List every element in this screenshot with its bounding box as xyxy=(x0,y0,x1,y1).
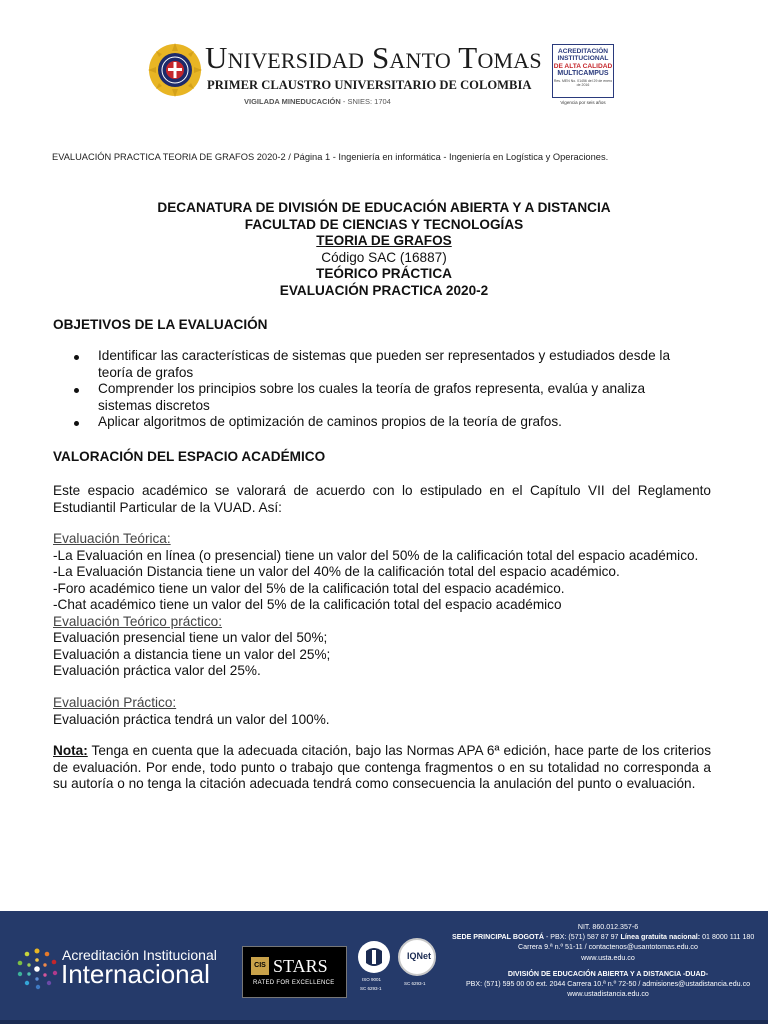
international-accreditation-dots-icon xyxy=(14,946,60,992)
objective-3-line-1: Aplicar algoritmos de optimización de caminos propios de la teoría de grafos. xyxy=(98,414,562,429)
accreditation-line-4: MULTICAMPUS xyxy=(557,70,609,78)
university-seal-logo xyxy=(148,43,202,97)
title-facultad: FACULTAD DE CIENCIAS Y TECNOLOGÍAS xyxy=(244,216,524,232)
letterhead xyxy=(0,0,768,130)
iso-certification-icon xyxy=(358,941,390,973)
footer-duad-web: www.ustadistancia.edu.co xyxy=(567,990,649,999)
teorico-practico-line-1: Evaluación presencial tiene un valor del 50%; xyxy=(53,630,328,645)
footer-bottom-rule xyxy=(0,1020,768,1024)
practico-label: Evaluación Práctico: xyxy=(53,695,177,710)
objectives-list xyxy=(53,348,693,431)
university-subtitle: PRIMER CLAUSTRO UNIVERSITARIO DE COLOMBIA xyxy=(207,78,532,92)
accreditation-fine-print: Res. MEN No. 01456 del 29 de enero de 2016 xyxy=(553,78,613,87)
teorico-practico-label: Evaluación Teórico práctico: xyxy=(53,613,223,629)
valoracion-intro: Este espacio académico se valorará de acuerdo con lo estipulado en el Capítulo VII del Reglamento Estudiantil Particular de la VUAD. Así: xyxy=(53,483,711,515)
stars-title: STARS xyxy=(273,956,328,976)
accreditation-line-2-footer: Internacional xyxy=(61,959,210,989)
nota-paragraph xyxy=(53,743,711,793)
title-code: Código SAC (16887) xyxy=(321,249,447,265)
footer-linea-number: 01 8000 111 180 xyxy=(700,933,755,942)
list-item xyxy=(53,414,693,431)
title-block xyxy=(40,200,728,299)
practico-line-1: Evaluación práctica tendrá un valor del 100%. xyxy=(53,711,330,727)
stars-badge xyxy=(242,946,347,998)
vigilada-bold: VIGILADA MINEDUCACIÓN xyxy=(244,97,341,106)
footer-duad-label: DIVISIÓN DE EDUCACIÓN ABIERTA Y A DISTANCIA -DUAD- xyxy=(507,969,709,978)
objective-1-line-2: teoría de grafos xyxy=(98,364,194,380)
footer-duad-pbx: PBX: (571) 595 00 00 ext. 2044 Carrera 10.ª n.º 72-50 / admisiones@ustadistancia.edu.co xyxy=(465,980,751,989)
stars-subtitle: RATED FOR EXCELLENCE xyxy=(253,980,335,986)
iso-code: SC 6293-1 xyxy=(360,986,382,991)
accreditation-line-2: INSTITUCIONAL xyxy=(557,55,609,63)
iqnet-code: SC 6293-1 xyxy=(404,981,426,986)
list-item xyxy=(53,381,693,414)
bullet-icon xyxy=(74,355,79,360)
practico-section xyxy=(53,695,733,728)
footer-sede-web: www.usta.edu.co xyxy=(581,953,635,962)
footer-duad-title xyxy=(452,969,764,979)
teorica-section xyxy=(53,531,733,680)
iqnet-mark: IQNet xyxy=(407,951,432,961)
teorica-line-3: -Foro académico tiene un valor del 5% de la calificación total del espacio académico. xyxy=(53,580,565,596)
accreditation-seal xyxy=(552,44,614,98)
teorico-practico-line-2: Evaluación a distancia tiene un valor del 25%; xyxy=(53,646,331,662)
teorico-practico-line-3: Evaluación práctica valor del 25%. xyxy=(53,663,261,678)
footer-linea-label: Línea gratuita nacional: xyxy=(620,933,701,942)
accreditation-line-1: ACREDITACIÓN xyxy=(557,48,609,55)
university-name: Universidad Santo Tomas xyxy=(205,40,542,75)
vigilada-snies: - SNIES: 1704 xyxy=(340,97,391,106)
accreditation-line-3: DE ALTA CALIDAD xyxy=(553,62,613,70)
teorica-line-2: -La Evaluación Distancia tiene un valor del 40% de la calificación total del espacio académico. xyxy=(53,564,620,579)
footer-sede-pbx: - PBX: (571) 587 87 97 xyxy=(543,933,621,942)
footer-sede-label: SEDE PRINCIPAL BOGOTÁ xyxy=(452,933,544,942)
title-evaluation: EVALUACIÓN PRACTICA 2020-2 xyxy=(279,282,489,298)
footer-nit: NIT. 860.012.357-6 xyxy=(577,923,639,931)
teorica-line-1: -La Evaluación en línea (o presencial) tiene un valor del 50% de la calificación total del espacio académico. xyxy=(53,547,699,563)
title-decanatura: DECANATURA DE DIVISIÓN DE EDUCACIÓN ABIERTA Y A DISTANCIA xyxy=(157,200,611,215)
footer-sede-line xyxy=(452,932,764,942)
bullet-icon xyxy=(74,421,79,426)
objective-2-line-2: sistemas discretos xyxy=(98,397,210,413)
accreditation-tagline: Vigencia por seis años xyxy=(560,100,606,105)
objectives-heading: OBJETIVOS DE LA EVALUACIÓN xyxy=(53,317,268,332)
valoracion-heading: VALORACIÓN DEL ESPACIO ACADÉMICO xyxy=(53,449,326,464)
objective-2-line-1: Comprender los principios sobre los cuales la teoría de grafos representa, evalúa y analiza xyxy=(98,381,646,396)
iqnet-certification-icon xyxy=(398,938,436,976)
teorica-line-4: -Chat académico tiene un valor del 5% de la calificación total del espacio académico xyxy=(53,597,562,612)
title-mode: TEÓRICO PRÁCTICA xyxy=(316,266,452,281)
nota-text: Tenga en cuenta que la adecuada citación, bajo las Normas APA 6ª edición, hace parte de los criterios de evaluación. Por ende, todo punto o trabajo que contenga fragmentos o en su totalidad no corresponda a su autoría o no tenga la citación adecuada tendrá como consecuencia la anulación del punto o evaluación. xyxy=(53,743,711,791)
iso-label: ISO 9001 xyxy=(362,977,382,982)
title-course: TEORIA DE GRAFOS xyxy=(316,233,452,248)
teorica-label: Evaluación Teórica: xyxy=(53,531,171,546)
list-item xyxy=(53,348,693,381)
footer xyxy=(0,911,768,1024)
bullet-icon xyxy=(74,388,79,393)
footer-sede-address: Carrera 9.ª n.º 51-11 / contactenos@usantotomas.edu.co xyxy=(518,943,698,952)
objective-1-line-1: Identificar las características de sistemas que pueden ser representados y estudiados desde la xyxy=(98,348,671,363)
accreditation-line-1-footer: Acreditación Institucional xyxy=(62,947,217,963)
footer-contact-info xyxy=(452,922,764,999)
running-header: EVALUACIÓN PRACTICA TEORIA DE GRAFOS 2020-2 / Página 1 - Ingeniería en informática - Ingeniería en Logística y Operaciones. xyxy=(52,152,609,162)
stars-emblem-icon: CIS xyxy=(251,957,269,975)
vigilada-text xyxy=(244,97,444,106)
nota-label: Nota: xyxy=(53,743,88,758)
